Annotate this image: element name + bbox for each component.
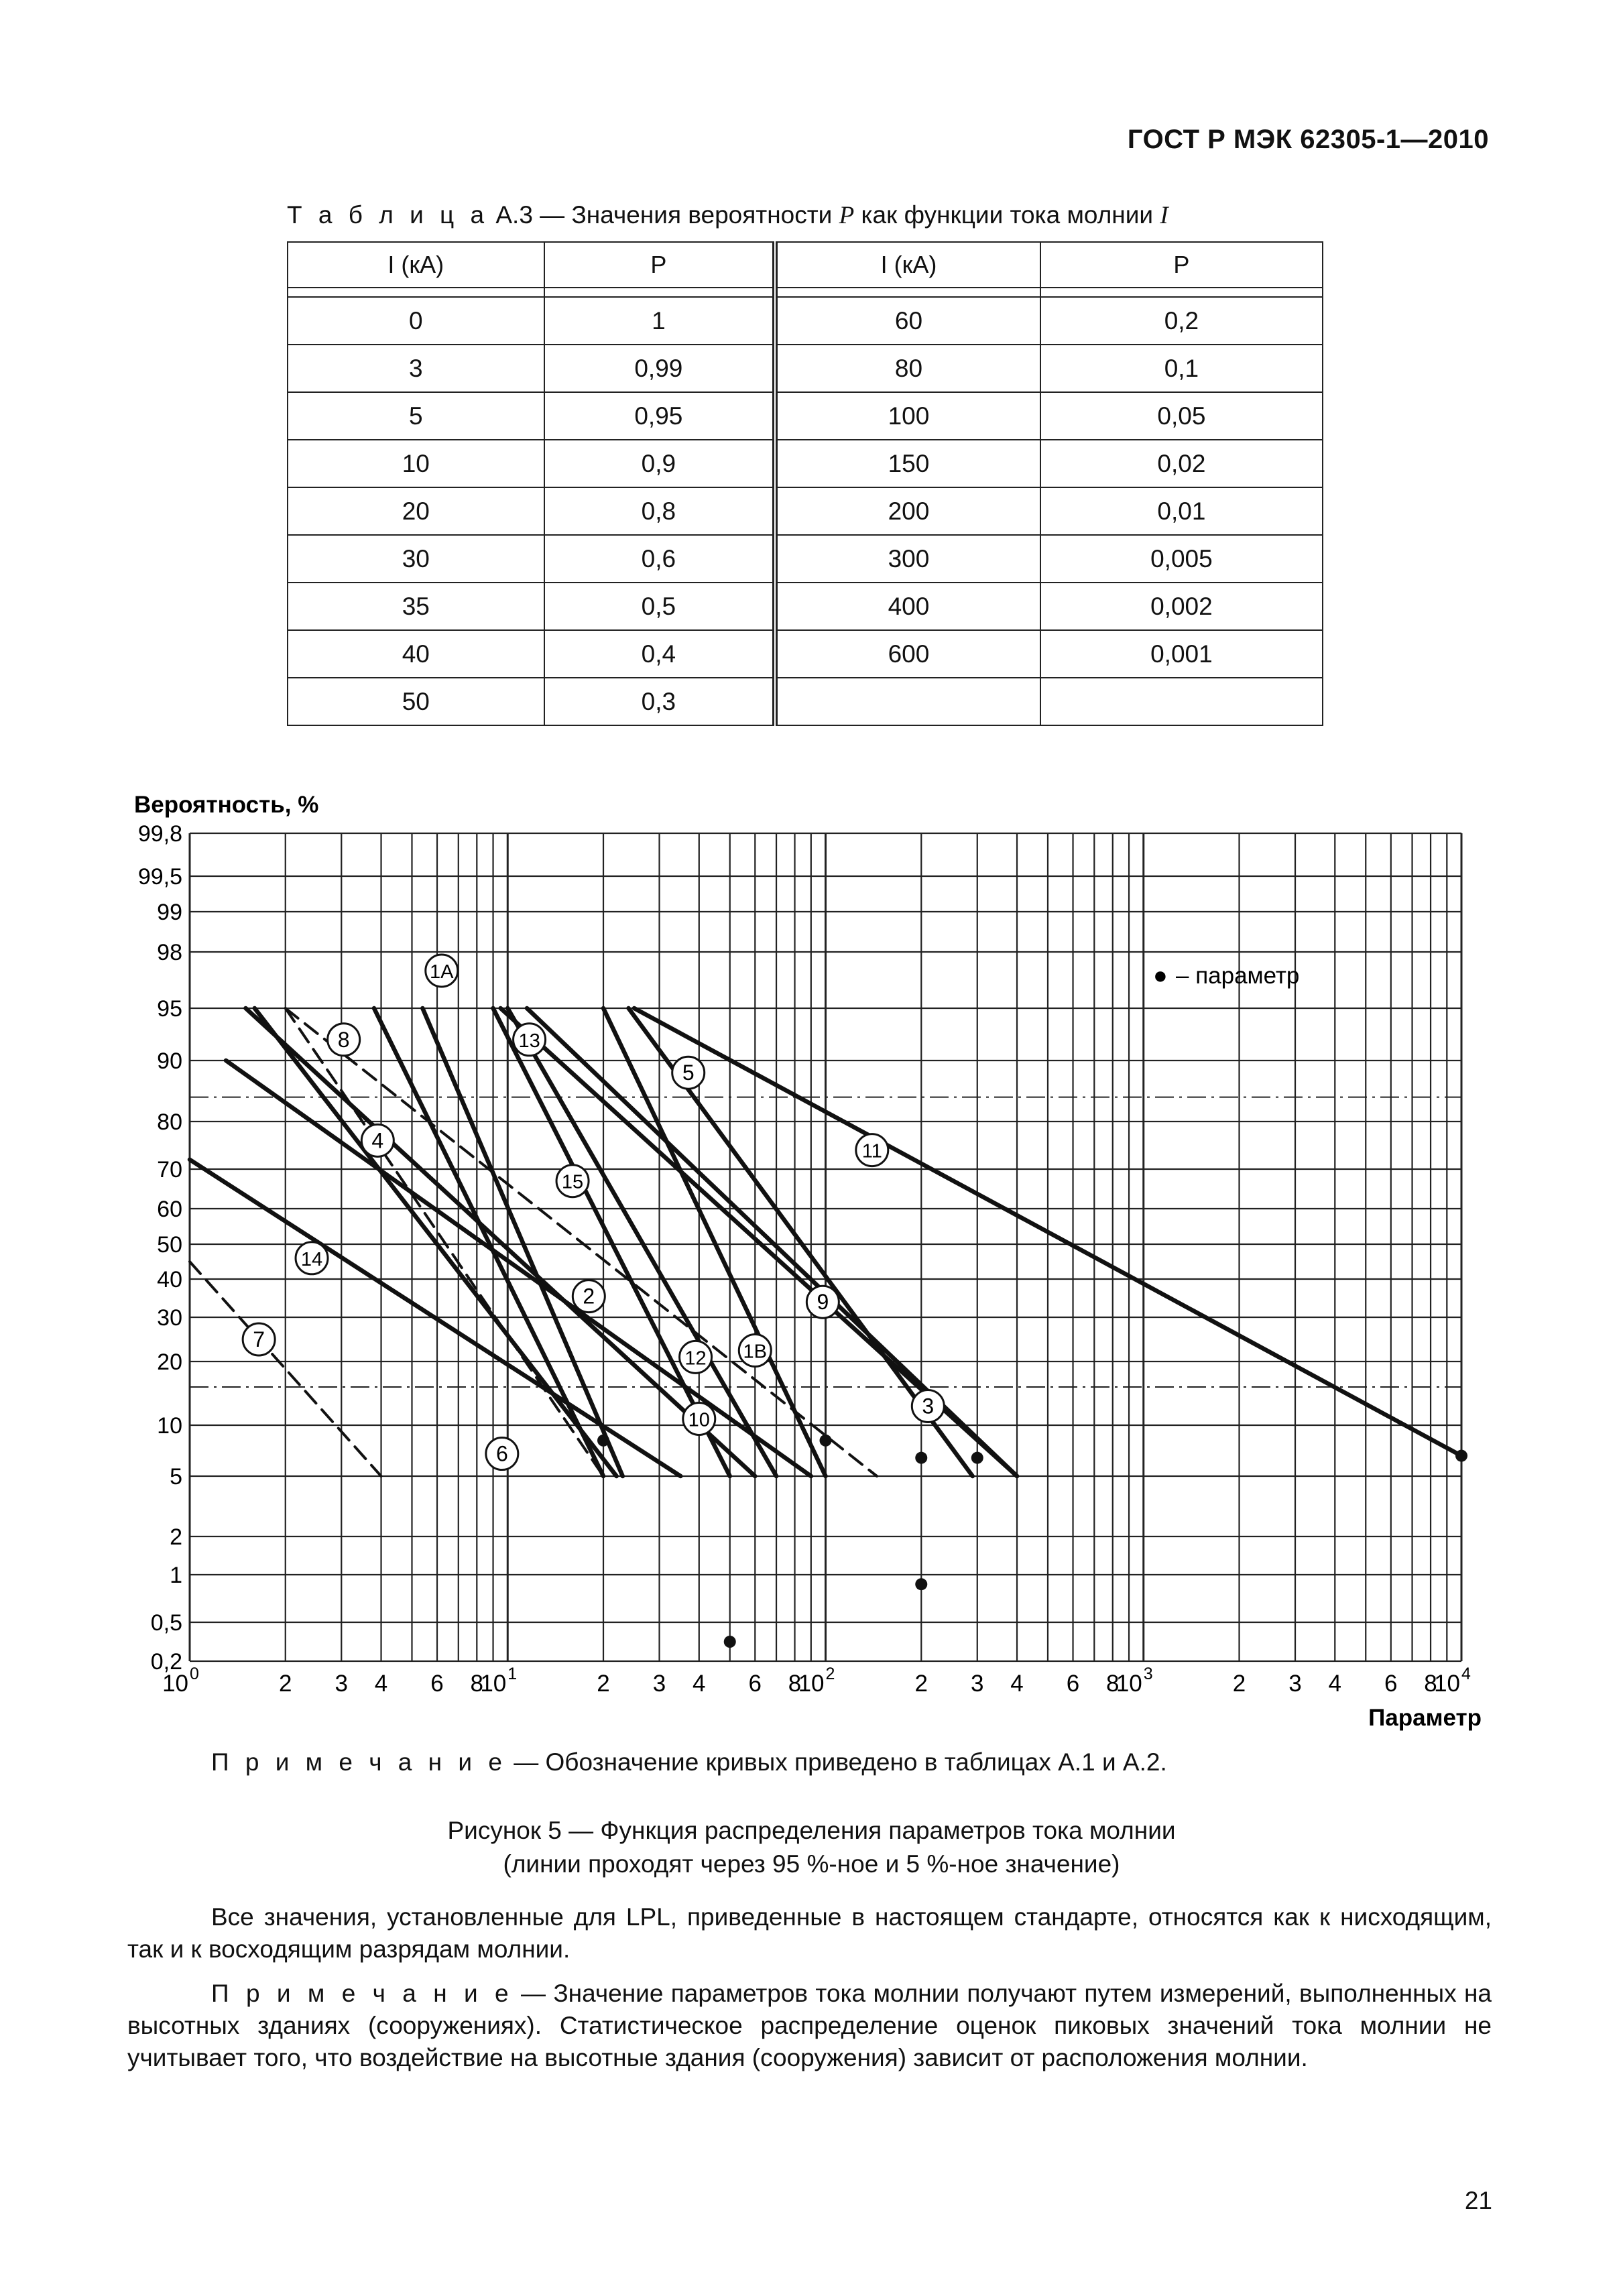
- x-decade-base: 10: [480, 1671, 507, 1697]
- chart-legend: [1153, 961, 1299, 989]
- x-tick-label: 3: [971, 1671, 984, 1697]
- table-caption: [287, 201, 1168, 230]
- table-caption-prefix: Т а б л и ц а: [287, 201, 489, 229]
- x-decade-label: [1116, 1665, 1153, 1697]
- curve-label-text: 10: [688, 1409, 710, 1431]
- table-cell: 0,1: [1040, 345, 1323, 392]
- y-tick-label: 1: [170, 1563, 182, 1588]
- table-cell: 0,8: [544, 487, 776, 535]
- note-measurement: [127, 1978, 1492, 2074]
- table-cell: 30: [288, 535, 544, 583]
- y-tick-label: 5: [170, 1464, 182, 1490]
- table-row: [288, 297, 1323, 345]
- parameter-point: [1455, 1450, 1467, 1462]
- table-cell: 0,001: [1040, 630, 1323, 678]
- curve-labels: [243, 955, 944, 1470]
- table-cell: 5: [288, 392, 544, 440]
- y-tick-labels: [138, 821, 182, 1675]
- table-cell: 0,95: [544, 392, 776, 440]
- curve-label-text: 11: [861, 1140, 882, 1162]
- y-tick-label: 95: [157, 996, 182, 1022]
- curve-label-text: 9: [817, 1290, 829, 1315]
- curve-label-text: 12: [684, 1347, 707, 1370]
- curve-label-text: 15: [561, 1171, 584, 1193]
- curve-label-text: 1B: [743, 1341, 768, 1363]
- x-decade-base: 10: [798, 1671, 825, 1697]
- table-cell: 100: [775, 392, 1040, 440]
- table-row: [288, 440, 1323, 487]
- parameter-point: [915, 1452, 927, 1464]
- x-tick-label: 4: [1328, 1671, 1342, 1697]
- y-tick-label: 0,5: [150, 1610, 182, 1636]
- figure-caption-line-2: (линии проходят через 95 %-ное и 5 %-ное значение): [503, 1850, 1120, 1878]
- y-tick-label: 99,5: [137, 864, 182, 890]
- x-axis-label: Параметр: [1368, 1705, 1482, 1731]
- parameter-point: [820, 1435, 832, 1447]
- table-cell: 60: [775, 297, 1040, 345]
- x-decade-exponent: 3: [1143, 1665, 1153, 1683]
- table-cell: 35: [288, 583, 544, 630]
- table-cell: 0,6: [544, 535, 776, 583]
- table-cell: [775, 678, 1040, 725]
- x-tick-label: 2: [1232, 1671, 1246, 1697]
- legend-marker: ●: [1153, 961, 1168, 989]
- curve-label-15: [556, 1165, 589, 1197]
- table-cell: 20: [288, 487, 544, 535]
- x-tick-label: 4: [374, 1671, 388, 1697]
- x-tick-label: 8: [788, 1671, 802, 1697]
- curve-label-text: 8: [337, 1027, 350, 1052]
- table-cell: 10: [288, 440, 544, 487]
- x-decade-label: [480, 1665, 517, 1697]
- note-curve-designation: [211, 1748, 1167, 1776]
- distribution-chart: [0, 771, 1623, 1743]
- table-row: [288, 678, 1323, 725]
- table-cell: 0,002: [1040, 583, 1323, 630]
- table-cell: 0,99: [544, 345, 776, 392]
- curve-label-5: [672, 1056, 705, 1089]
- curve-label-text: 13: [518, 1030, 540, 1052]
- table-cell: 400: [775, 583, 1040, 630]
- x-decade-base: 10: [1434, 1671, 1460, 1697]
- x-tick-label: 4: [693, 1671, 706, 1697]
- y-tick-label: 30: [157, 1305, 182, 1331]
- x-decade-exponent: 2: [825, 1665, 835, 1683]
- table-cell: 150: [775, 440, 1040, 487]
- y-tick-label: 2: [170, 1524, 182, 1550]
- x-tick-label: 3: [335, 1671, 349, 1697]
- curve-label-8: [328, 1024, 360, 1056]
- header-probability-2: P: [1040, 242, 1323, 288]
- y-tick-label: 10: [157, 1413, 182, 1439]
- note-1-prefix: П р и м е ч а н и е: [211, 1748, 507, 1776]
- curve-label-2: [573, 1280, 605, 1313]
- table-cell: 0,5: [544, 583, 776, 630]
- curve-label-9: [806, 1286, 839, 1318]
- curve-label-1a: [426, 955, 458, 987]
- x-decade-base: 10: [162, 1671, 188, 1697]
- table-caption-p: P: [839, 202, 855, 229]
- table-cell: 0,01: [1040, 487, 1323, 535]
- x-decade-exponent: 1: [507, 1665, 518, 1683]
- y-tick-label: 98: [157, 940, 182, 965]
- x-tick-label: 3: [652, 1671, 666, 1697]
- parameter-point: [971, 1452, 983, 1464]
- parameter-point: [724, 1636, 736, 1648]
- table-cell: 3: [288, 345, 544, 392]
- y-tick-label: 20: [157, 1349, 182, 1375]
- x-tick-label: 6: [430, 1671, 444, 1697]
- curve-label-13: [514, 1024, 546, 1056]
- table-cell: 0,05: [1040, 392, 1323, 440]
- y-tick-label: 70: [157, 1157, 182, 1183]
- probability-table: [287, 241, 1323, 726]
- table-cell: 300: [775, 535, 1040, 583]
- note-2-prefix: П р и м е ч а н и е: [211, 1980, 514, 2007]
- x-tick-label: 6: [1066, 1671, 1080, 1697]
- curve-label-7: [243, 1323, 275, 1355]
- x-tick-label: 2: [597, 1671, 610, 1697]
- x-tick-label: 6: [1384, 1671, 1398, 1697]
- table-header-row: [288, 242, 1323, 288]
- parameter-point: [915, 1578, 927, 1590]
- curve-label-1b: [739, 1335, 771, 1367]
- curve-label-text: 2: [583, 1284, 595, 1309]
- curve-label-text: 7: [253, 1327, 265, 1351]
- table-cell: 50: [288, 678, 544, 725]
- curve-label-text: 14: [300, 1248, 323, 1270]
- table-cell: 1: [544, 297, 776, 345]
- table-cell: 0,02: [1040, 440, 1323, 487]
- header-current-2: I (кА): [775, 242, 1040, 288]
- table-row: [288, 487, 1323, 535]
- table-cell: 200: [775, 487, 1040, 535]
- table-cell: 80: [775, 345, 1040, 392]
- y-tick-label: 40: [157, 1267, 182, 1292]
- x-tick-label: 4: [1010, 1671, 1024, 1697]
- curve-label-14: [296, 1242, 328, 1274]
- table-cell: 600: [775, 630, 1040, 678]
- y-tick-label: 50: [157, 1232, 182, 1258]
- note-1-text: — Обозначение кривых приведено в таблицах А.1 и А.2.: [514, 1748, 1167, 1776]
- x-decade-exponent: 4: [1461, 1665, 1471, 1683]
- table-cell: 0,2: [1040, 297, 1323, 345]
- x-tick-label: 3: [1288, 1671, 1302, 1697]
- header-probability-1: P: [544, 242, 776, 288]
- table-row: [288, 583, 1323, 630]
- table-cell: 40: [288, 630, 544, 678]
- curve-label-text: 6: [495, 1441, 508, 1466]
- x-decade-exponent: 0: [190, 1665, 199, 1683]
- body-paragraph: Все значения, установленные для LPL, приведенные в настоящем стандарте, относятся как к нисходящим, так и к восходящим разрядам молнии.: [127, 1903, 1492, 1963]
- parameter-point: [597, 1435, 609, 1447]
- page-number: 21: [1464, 2187, 1492, 2214]
- x-decade-label: [798, 1665, 835, 1697]
- curve-6: [286, 1008, 603, 1476]
- table-cell: 0,9: [544, 440, 776, 487]
- y-axis-label: Вероятность, %: [134, 792, 319, 818]
- table-row: [288, 630, 1323, 678]
- x-tick-label: 8: [1424, 1671, 1437, 1697]
- table-header-gap: [288, 288, 1323, 297]
- y-tick-label: 90: [157, 1048, 182, 1074]
- table-row: [288, 535, 1323, 583]
- y-tick-label: 99: [157, 900, 182, 925]
- x-tick-labels: [162, 1665, 1471, 1697]
- note-2-text: — Значение параметров тока молнии получают путем измерений, выполненных на высотных зданиях (сооружениях). Статистическое распределение оценок пиковых значений тока молнии не учитывает того, что воздействие на высотные здания (сооружения) зависит от расположения молнии.: [127, 1980, 1492, 2071]
- curve-label-3: [912, 1390, 944, 1423]
- curve-label-text: 3: [922, 1394, 935, 1418]
- table-cell: 0: [288, 297, 544, 345]
- curve-label-text: 4: [371, 1128, 384, 1153]
- x-tick-label: 2: [279, 1671, 292, 1697]
- table-row: [288, 345, 1323, 392]
- table-caption-text: А.3 — Значения вероятности: [495, 201, 833, 229]
- x-tick-label: 8: [470, 1671, 484, 1697]
- table-row: [288, 392, 1323, 440]
- x-decade-label: [1434, 1665, 1471, 1697]
- y-tick-label: 0,2: [150, 1649, 182, 1675]
- curve-label-6: [486, 1438, 518, 1470]
- header-current-1: I (кА): [288, 242, 544, 288]
- curve-label-10: [683, 1403, 715, 1435]
- y-tick-label: 99,8: [137, 821, 182, 847]
- curve-2: [422, 1008, 622, 1476]
- x-tick-label: 6: [748, 1671, 762, 1697]
- curve-label-text: 1A: [430, 961, 454, 983]
- table-cell: 0,4: [544, 630, 776, 678]
- y-tick-label: 60: [157, 1197, 182, 1222]
- x-tick-label: 8: [1106, 1671, 1120, 1697]
- curve-label-text: 5: [682, 1061, 695, 1085]
- table-cell: 0,3: [544, 678, 776, 725]
- curve-label-4: [361, 1124, 394, 1156]
- curve-label-12: [680, 1341, 712, 1373]
- table-body: [288, 297, 1323, 725]
- legend-text: – параметр: [1176, 963, 1300, 989]
- document-header: ГОСТ Р МЭК 62305-1—2010: [1127, 125, 1489, 154]
- curve-label-11: [856, 1134, 888, 1166]
- figure-caption-line-1: Рисунок 5 — Функция распределения параметров тока молнии: [447, 1817, 1176, 1844]
- table-caption-mid: как функции тока молнии: [861, 201, 1154, 229]
- table-cell: 0,005: [1040, 535, 1323, 583]
- x-decade-base: 10: [1116, 1671, 1142, 1697]
- table-cell: [1040, 678, 1323, 725]
- parameter-points: [597, 1435, 1467, 1648]
- y-tick-label: 80: [157, 1109, 182, 1135]
- chart-grid: [190, 833, 1461, 1661]
- curve-1b: [507, 1008, 776, 1476]
- table-caption-i: I: [1160, 202, 1168, 229]
- x-tick-label: 2: [914, 1671, 928, 1697]
- figure-caption: [0, 1814, 1623, 1881]
